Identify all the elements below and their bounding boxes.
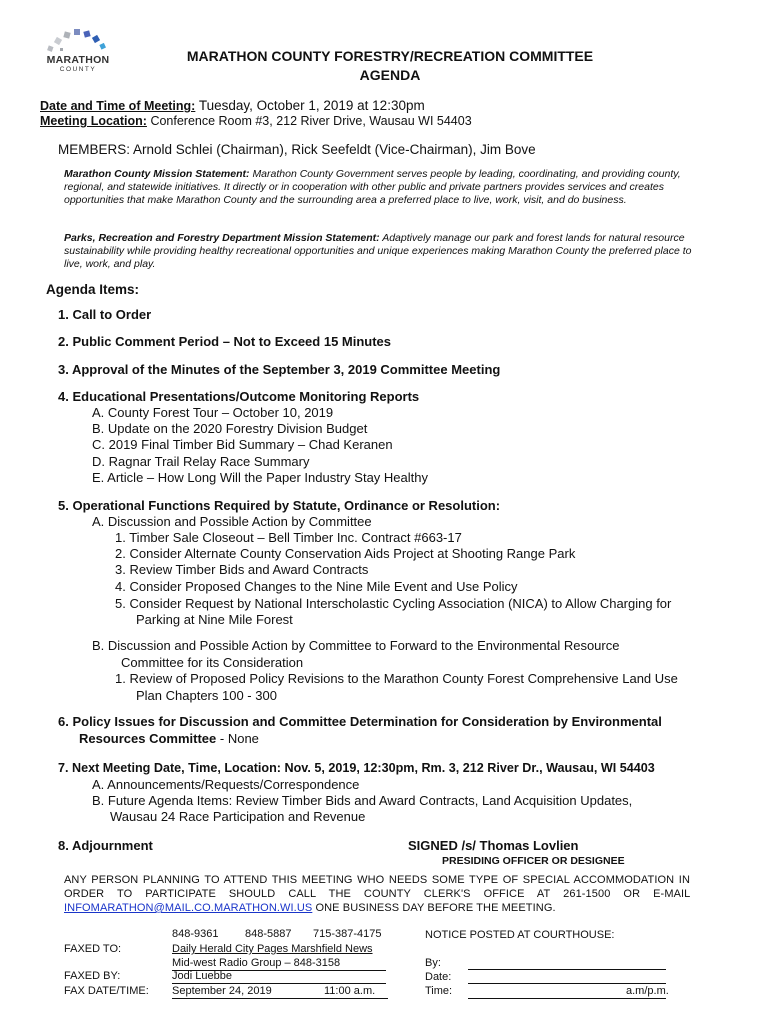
posted-date-label: Date:: [425, 971, 452, 983]
agenda-item-4a: A. County Forest Tour – October 10, 2019: [92, 405, 334, 420]
agenda-item-4d: D. Ragnar Trail Relay Race Summary: [92, 454, 310, 469]
meeting-date-label: Date and Time of Meeting:: [40, 99, 196, 113]
agenda-item-5A2: 2. Consider Alternate County Conservation Aids Project at Shooting Range Park: [115, 546, 576, 561]
agenda-item-6: 6. Policy Issues for Discussion and Committee Determination for Consideration by Environmental: [58, 714, 662, 729]
agenda-item-5: 5. Operational Functions Required by Statute, Ordinance or Resolution:: [58, 498, 501, 513]
agenda-item-4c: C. 2019 Final Timber Bid Summary – Chad Keranen: [92, 437, 393, 452]
agenda-item-5A4: 4. Consider Proposed Changes to the Nine Mile Event and Use Policy: [115, 579, 518, 594]
agenda-item-5B: B. Discussion and Possible Action by Committee to Forward to the Environmental Resource: [92, 638, 620, 653]
agenda-item-7b: B. Future Agenda Items: Review Timber Bids and Award Contracts, Land Acquisition Updates,: [92, 793, 633, 808]
meeting-location-label: Meeting Location:: [40, 114, 147, 128]
agenda-item-5B1: 1. Review of Proposed Policy Revisions to the Marathon County Forest Comprehensive Land Use: [115, 671, 678, 686]
agenda-item-6-rest: - None: [216, 731, 259, 746]
posted-date-field[interactable]: [468, 983, 666, 984]
fax-datetime-rule: [172, 998, 388, 999]
posted-time-field[interactable]: [468, 998, 666, 999]
faxed-by-rule: [172, 983, 386, 984]
county-mission-text: Marathon County Government serves people by leading, coordinating, and providing county, regional, and statewide initiatives. It directly or in cooperation with other public and private partners provides services and creates opportunities that make Marathon County and the surrounding area a preferred place to live, work, visit, and do business.: [64, 168, 681, 206]
agenda-item-5A1: 1. Timber Sale Closeout – Bell Timber Inc. Contract #663-17: [115, 530, 462, 545]
agenda-item-5A5-cont: Parking at Nine Mile Forest: [136, 612, 293, 627]
fax-phone-3: 715-387-4175: [313, 928, 382, 940]
notice-email-link[interactable]: INFOMARATHON@MAIL.CO.MARATHON.WI.US: [64, 902, 313, 914]
accommodation-notice: [64, 873, 690, 915]
county-logo: [38, 26, 118, 84]
posted-by-label: By:: [425, 957, 441, 969]
posted-time-label: Time:: [425, 985, 453, 997]
agenda-item-1: 1. Call to Order: [58, 307, 152, 322]
agenda-item-5B1-cont: Plan Chapters 100 - 300: [136, 688, 277, 703]
fax-phone-1: 848-9361: [172, 928, 219, 940]
parks-mission-text: Adaptively manage our park and forest lands for natural resource sustainability while providing healthy recreational opportunities and unique experiences making Marathon County the preferred place to live, work, and play.: [64, 232, 692, 270]
fax-time-value: 11:00 a.m.: [324, 985, 376, 997]
agenda-item-4b: B. Update on the 2020 Forestry Division Budget: [92, 421, 368, 436]
meeting-date-row: [40, 98, 425, 113]
page-title: MARATHON COUNTY FORESTRY/RECREATION COMMITTEE: [186, 48, 594, 64]
logo-sub: COUNTY: [59, 66, 97, 73]
notice-after: ONE BUSINESS DAY BEFORE THE MEETING.: [312, 902, 556, 914]
fax-phone-2: 848-5887: [245, 928, 292, 940]
agenda-item-4e: E. Article – How Long Will the Paper Industry Stay Healthy: [92, 470, 428, 485]
meeting-location-row: [40, 114, 472, 128]
agenda-item-5A: A. Discussion and Possible Action by Committee: [92, 514, 372, 529]
fax-outlets: Daily Herald City Pages Marshfield News: [172, 943, 373, 955]
logo-name: MARATHON: [46, 54, 110, 66]
members-list: MEMBERS: Arnold Schlei (Chairman), Rick Seefeldt (Vice-Chairman), Jim Bove: [58, 142, 536, 157]
signature-line: SIGNED /s/ Thomas Lovlien: [408, 838, 579, 853]
faxed-by-value: Jodi Luebbe: [172, 970, 232, 982]
agenda-item-8: 8. Adjournment: [58, 838, 153, 853]
agenda-item-6-cont: [79, 731, 259, 746]
agenda-item-7b-cont: Wausau 24 Race Participation and Revenue: [110, 809, 366, 824]
fax-datetime-label: FAX DATE/TIME:: [64, 985, 149, 997]
agenda-item-2: 2. Public Comment Period – Not to Exceed 15 Minutes: [58, 334, 392, 349]
faxed-to-label: FAXED TO:: [64, 943, 122, 955]
agenda-item-5A3: 3. Review Timber Bids and Award Contracts: [115, 562, 369, 577]
agenda-item-7: 7. Next Meeting Date, Time, Location: Nov. 5, 2019, 12:30pm, Rm. 3, 212 River Dr., Wausau, WI 54403: [58, 761, 655, 775]
agenda-item-4: 4. Educational Presentations/Outcome Monitoring Reports: [58, 389, 420, 404]
agenda-item-6-bold: Resources Committee: [79, 731, 217, 746]
county-mission: [64, 168, 692, 207]
agenda-item-5A5: 5. Consider Request by National Interscholastic Cycling Association (NICA) to Allow Charging for: [115, 596, 672, 611]
logo-emblem-icon: [38, 26, 118, 56]
faxed-by-label: FAXED BY:: [64, 970, 121, 982]
signature-role: PRESIDING OFFICER OR DESIGNEE: [442, 855, 625, 867]
posted-label: NOTICE POSTED AT COURTHOUSE:: [425, 929, 615, 941]
agenda-item-5B-cont: Committee for its Consideration: [121, 655, 304, 670]
meeting-date-value: Tuesday, October 1, 2019 at 12:30pm: [198, 98, 425, 113]
agenda-item-7a: A. Announcements/Requests/Correspondence: [92, 777, 360, 792]
posted-by-field[interactable]: [468, 969, 666, 970]
page-subtitle: AGENDA: [359, 67, 421, 83]
fax-date-value: September 24, 2019: [172, 985, 272, 997]
notice-text: ANY PERSON PLANNING TO ATTEND THIS MEETING WHO NEEDS SOME TYPE OF SPECIAL ACCOMMODATION IN ORDER TO PARTICIPATE SHOULD CALL THE COUNTY CLERK'S OFFICE AT 261-1500 OR E-MAIL: [64, 874, 690, 900]
agenda-item-3: 3. Approval of the Minutes of the September 3, 2019 Committee Meeting: [58, 362, 501, 377]
county-mission-label: Marathon County Mission Statement:: [64, 168, 250, 180]
posted-ampm: a.m/p.m.: [626, 985, 669, 997]
meeting-location-value: Conference Room #3, 212 River Drive, Wausau WI 54403: [150, 114, 472, 128]
parks-mission: [64, 232, 692, 271]
agenda-heading: Agenda Items:: [46, 282, 140, 297]
parks-mission-label: Parks, Recreation and Forestry Department Mission Statement:: [64, 232, 380, 244]
fax-radio: Mid-west Radio Group – 848-3158: [172, 957, 341, 969]
